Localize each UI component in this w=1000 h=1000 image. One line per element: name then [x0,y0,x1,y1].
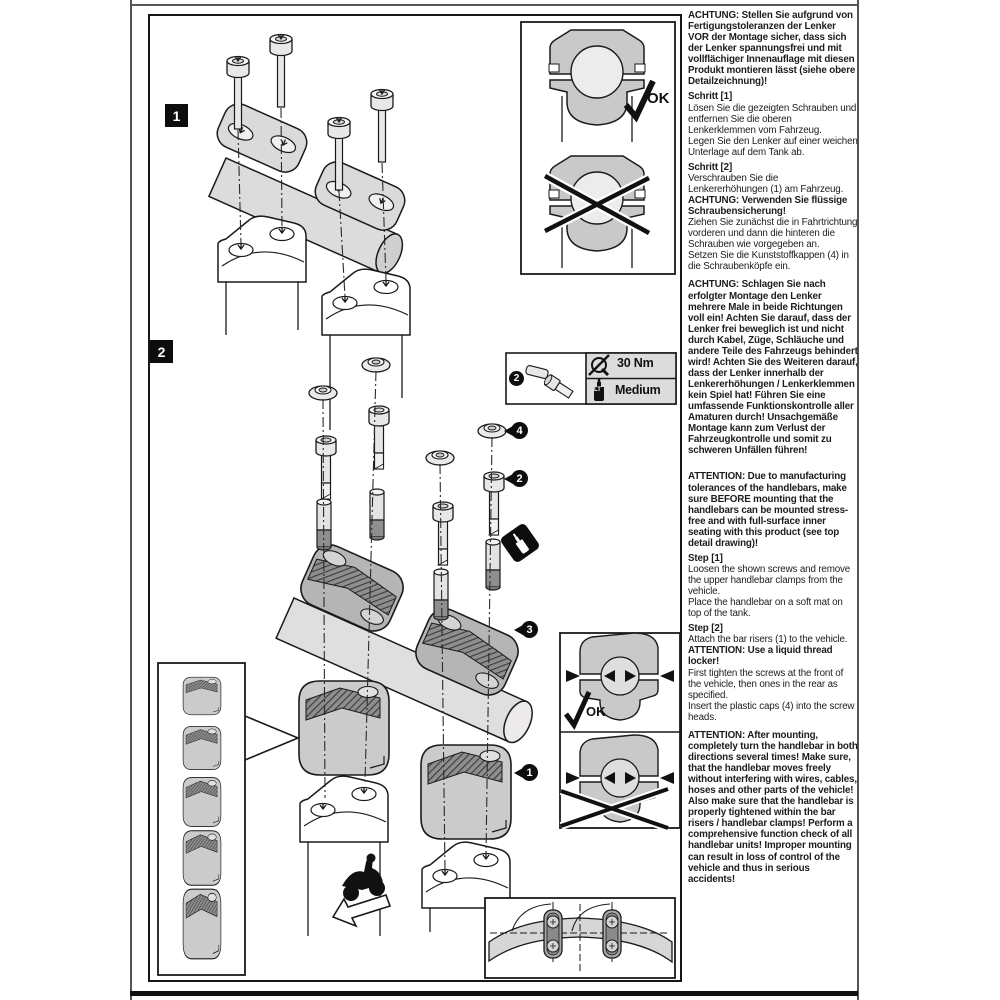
ok-label-top: OK [647,90,670,107]
en-step2-warning: ATTENTION: Use a liquid thread locker! [688,645,833,668]
spacer-sleeve [317,499,331,550]
step1-badge [165,104,188,127]
topview-clamp [603,910,621,958]
de-step2-line1: Verschrauben Sie die Lenkererhöhungen (1) am Fahrzeug. [688,172,844,195]
de-step1-line1: Lösen Sie die gezeigten Schrauben und entfernen Sie die oberen Lenkerklemmen vom Fahrzeug. [688,102,857,136]
handlebar-topview-inset [485,898,675,978]
glue-bottle-icon [499,522,541,564]
en-step1-line2: Place the handlebar on a soft mat on top of the tank. [688,597,843,620]
en-step2-line2: First tighten the screws at the front of the vehicle, then ones in the rear as specified. [688,667,844,701]
callout-number: 1 [526,766,533,779]
de-step2-heading: Schritt [2] [688,161,733,173]
bar-riser-right [421,745,511,839]
callout-plastic-cap [511,422,528,439]
spacer-sleeve [486,539,500,590]
alignment-detail-inset [560,633,680,828]
en-step2-heading: Step [2] [688,623,723,635]
motorcycle-direction-icon [333,854,390,927]
callout-number: 2 [516,472,523,485]
step2-badge [150,340,173,363]
lower-clamp-base-right [322,269,410,335]
plastic-cap [362,358,390,372]
de-step1-line2: Legen Sie den Lenker auf einer weichen Unterlage auf dem Tank ab. [688,135,858,158]
callout-clamp [521,621,538,638]
step2-badge-number: 2 [157,343,166,360]
step1-badge-number: 1 [172,107,181,124]
en-step2-line3: Insert the plastic caps (4) into the screw heads. [688,700,855,723]
step2-diagram [276,358,541,936]
socket-screw [270,34,292,107]
plastic-cap [478,424,506,438]
callout-parts [509,371,524,386]
riser-screw [484,472,504,535]
de-attention-pre: ACHTUNG: Stellen Sie aufgrund von Fertigungstoleranzen der Lenker VOR der Montage sicher, dass sich der Lenker spannungsfrei und mit vollflächiger Innenauflage mit diesen Produkt montieren lässt (siehe obere Detailzeichnung)! [688,10,856,88]
de-step2-warning: ACHTUNG: Verwenden Sie flüssige Schraubensicherung! [688,195,848,218]
callout-riser [521,764,538,781]
spacer-sleeve [370,489,384,540]
riser-screw [433,502,453,565]
plastic-cap [309,386,337,400]
callout-number: 2 [513,373,520,384]
en-attention-pre: ATTENTION: Due to manufacturing tolerances of the handlebars, make sure BEFORE mounting that the handlebars can be mounted stress-free and with full-surface inner seating with this product (see top detail drawing)! [688,471,849,549]
en-attention-post: ATTENTION: After mounting, completely turn the handlebar in both directions several times! Make sure, that the handlebar moves freely without interfering with wires, cables, hoses and other parts of the vehicle! Also make sure that the handlebar is properly tightened within the bar risers / handlebar clamps! Perform a comprehensive function check of all handlebar units! Improper mounting can result in loss of control of the vehicle and thus in serious accidents! [688,729,858,885]
callout-number: 3 [526,623,533,636]
topview-clamp [544,910,562,958]
riser-screw [316,436,336,499]
socket-screw [371,89,393,162]
de-step2-line3: Setzen Sie die Kunststoffkappen (4) in die Schraubenköpfe ein. [688,250,849,273]
lower-clamp-base-left [218,216,306,282]
lower-clamp-base-left2 [300,776,388,842]
de-step1-heading: Schritt [1] [688,91,733,103]
riser-screw [369,406,389,469]
callout-number: 4 [516,424,523,437]
bottle-lt-label: LT [594,387,601,393]
bar-riser-left [299,681,389,775]
callout-screw [511,470,528,487]
en-step1-line1: Loosen the shown screws and remove the upper handlebar clamps from the vehicle. [688,563,851,598]
en-step1-heading: Step [1] [688,552,723,564]
threadlocker-label: Medium [615,383,661,397]
torque-value-label: 30 Nm [617,356,654,370]
instruction-text-column [688,10,858,885]
plastic-cap [426,451,454,465]
de-attention-post: ACHTUNG: Schlagen Sie nach erfolgter Montage den Lenker mehrere Male in beide Richtungen voll ein! Achten Sie darauf, dass der Lenker frei beweglich ist und nicht durch Kabel, Züge, Schläuche und andere Teile des Fahrzeugs behindert wird! Achten Sie des Weiteren darauf, dass der Lenker innerhalb der Lenkererhöhungen / Lenkerklemmen kein Spiel hat! Führen Sie eine umfassende Funktionskontrolle aller Amaturen durch! Unsachgemäße Montage kann zum Verlust der Fahrzeugkontrolle und somit zu schweren Unfällen führen! [688,279,858,457]
ok-label-mid: OK [586,704,606,719]
de-step2-line2: Ziehen Sie zunächst die in Fahrtrichtung vorderen und dann die hinteren die Schrauben wie vorgegeben an. [688,217,858,251]
riser-variants-box [158,663,298,975]
seating-detail-inset [521,22,675,274]
en-step2-line1: Attach the bar risers (1) to the vehicle. [688,634,848,646]
